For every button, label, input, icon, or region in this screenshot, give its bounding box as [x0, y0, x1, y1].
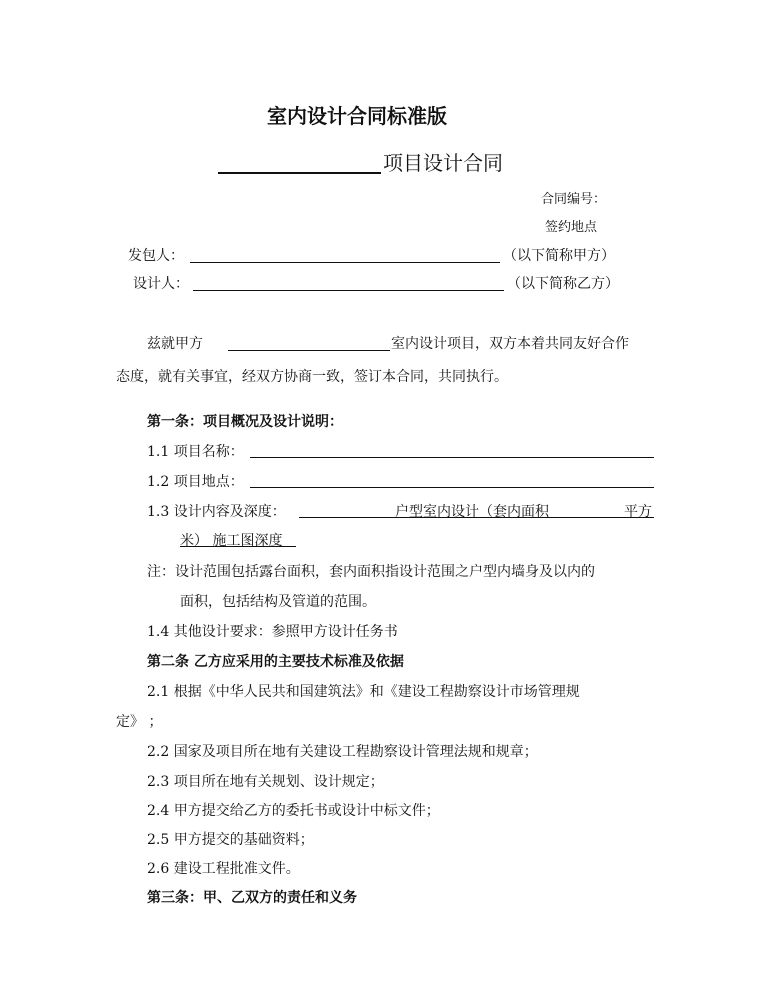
item-1-1-label: 1.1 项目名称：	[147, 444, 244, 460]
party-a-label: 发包人：	[128, 248, 184, 264]
party-b-blank	[193, 290, 504, 291]
note-line-1: 注：设计范围包括露台面积，套内面积指设计范围之户型内墙身及以内的	[147, 564, 595, 580]
intro-prefix: 兹就甲方	[147, 336, 203, 352]
item-1-2-label: 1.2 项目地点：	[147, 474, 244, 490]
item-2-6: 2.6 建设工程批准文件。	[147, 861, 300, 877]
item-1-2-blank	[250, 487, 654, 488]
party-a-blank	[190, 262, 500, 263]
item-2-2: 2.2 国家及项目所在地有关建设工程勘察设计管理法规和规章；	[147, 744, 538, 760]
item-1-3-line-2: 米） 施工图深度	[180, 533, 283, 549]
note-line-2: 面积，包括结构及管道的范围。	[180, 594, 376, 610]
article-2-heading: 第二条 乙方应采用的主要技术标准及依据	[147, 654, 404, 670]
item-1-3-text: 户型室内设计（套内面积	[395, 504, 549, 520]
document-title: 室内设计合同标准版	[267, 104, 447, 128]
party-b-label: 设计人：	[133, 276, 189, 292]
item-2-3: 2.3 项目所在地有关规划、设计规定；	[147, 774, 384, 790]
party-b-note: （以下简称乙方）	[507, 276, 619, 292]
item-1-3-line-2-underline	[180, 546, 296, 547]
item-1-3-unit: 平方	[624, 504, 652, 520]
article-3-heading: 第三条：甲、乙双方的责任和义务	[147, 890, 357, 906]
item-2-1-line-2: 定》 ；	[116, 714, 163, 730]
contract-number-label: 合同编号：	[541, 192, 607, 207]
project-name-blank	[218, 172, 381, 174]
item-1-3-label: 1.3 设计内容及深度：	[147, 504, 286, 520]
item-2-1-line-1: 2.1 根据《中华人民共和国建筑法》和《建设工程勘察设计市场管理规	[147, 684, 580, 700]
intro-project-blank	[228, 350, 390, 351]
intro-line-2: 态度，就有关事宜，经双方协商一致，签订本合同，共同执行。	[116, 369, 508, 385]
article-1-heading: 第一条：项目概况及设计说明：	[147, 414, 343, 430]
item-1-1-blank	[250, 457, 654, 458]
item-2-4: 2.4 甲方提交给乙方的委托书或设计中标文件；	[147, 803, 440, 819]
intro-suffix: 室内设计项目，双方本着共同友好合作	[391, 336, 629, 352]
signing-place-label: 签约地点	[545, 220, 598, 235]
item-1-4: 1.4 其他设计要求：参照甲方设计任务书	[147, 624, 398, 640]
item-2-5: 2.5 甲方提交的基础资料；	[147, 832, 314, 848]
document-subtitle: 项目设计合同	[383, 151, 503, 175]
party-a-note: （以下简称甲方）	[503, 248, 615, 264]
